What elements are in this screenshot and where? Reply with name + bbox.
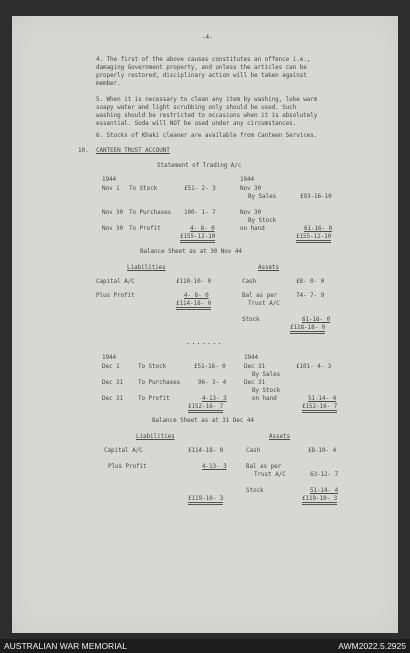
entry-label: By Stock	[248, 217, 277, 224]
paragraph-6: 6. Stocks of Khaki cleaner are available from Canteen Services.	[96, 132, 318, 139]
entry-label: Stock	[242, 316, 260, 323]
entry-amount: 61-16- 0	[302, 316, 331, 323]
text-line: 5. When it is necessary to clean any item by washing, luke warm	[96, 96, 318, 103]
text-line: soapy water and light scrubbing only should be used. Such	[96, 104, 297, 111]
total-amount: £155-12-10	[296, 233, 332, 240]
entry-date: Dec 31	[102, 379, 124, 386]
total-amount: £152-16- 7	[302, 403, 338, 410]
entry-label: Bal as per	[242, 292, 278, 299]
entry-label: Capital A/C	[104, 447, 143, 454]
text-line: 4. The first of the above causes constitutes an offence i.e.,	[96, 56, 311, 63]
entry-label: By Sales	[252, 371, 281, 378]
entry-amount: 74- 7- 9	[296, 292, 325, 299]
record-id: AWM2022.5.2925	[338, 641, 406, 651]
text-line: member.	[96, 80, 121, 87]
entry-label: To Purchases	[138, 379, 181, 386]
assets-heading: Assets	[269, 433, 291, 440]
archive-footer	[0, 639, 410, 653]
entry-amount: 96- 3- 4	[198, 379, 227, 386]
entry-amount: 100- 1- 7	[184, 209, 216, 216]
statement-title: Balance Sheet as at 30 Nov 44	[140, 248, 242, 255]
statement-title: Balance Sheet as at 31 Dec 44	[152, 417, 254, 424]
entry-amount: £114-18- 0	[188, 447, 224, 454]
statement-title: Statement of Trading A/c	[157, 162, 242, 169]
entry-amount: 4- 8- 0	[190, 225, 215, 232]
year-label: 1944	[240, 176, 255, 183]
entry-amount: £51- 2- 3	[184, 185, 216, 192]
entry-label: To Stock	[129, 185, 158, 192]
entry-label: Plus Profit	[96, 292, 135, 299]
institution-name: AUSTRALIAN WAR MEMORIAL	[4, 641, 127, 651]
entry-amount: £8- 0- 0	[296, 278, 325, 285]
total-amount: £119-10- 3	[188, 495, 224, 502]
entry-label: To Purchases	[129, 209, 172, 216]
entry-date: Nov 30	[102, 225, 124, 232]
entry-amount: 51-14- 4	[310, 487, 339, 494]
entry-date: Dec 1	[102, 363, 120, 370]
text-line: washing should be restricted to occasions when it is absolutely	[96, 112, 318, 119]
entry-label: Capital A/C	[96, 278, 135, 285]
liabilities-heading: Liabilities	[136, 433, 175, 440]
entry-label: To Profit	[129, 225, 161, 232]
page-number: -4-	[202, 34, 213, 41]
entry-amount: 4-13- 3	[202, 463, 227, 470]
year-label: 1944	[102, 176, 117, 183]
total-amount: £118-18- 0	[290, 324, 326, 331]
entry-date: Nov 1	[102, 185, 120, 192]
entry-amount: 61-16- 0	[304, 225, 333, 232]
total-amount: £119-10- 3	[302, 495, 338, 502]
entry-date: Nov 30	[102, 209, 124, 216]
entry-label: To Profit	[138, 395, 170, 402]
section-title: CANTEEN TRUST ACCOUNT	[96, 147, 170, 154]
liabilities-heading: Liabilities	[127, 264, 166, 271]
section-number: 10.	[78, 147, 89, 154]
assets-heading: Assets	[258, 264, 280, 271]
entry-label: Stock	[246, 487, 264, 494]
entry-label: Trust A/C	[254, 471, 286, 478]
entry-label: Cash	[246, 447, 261, 454]
entry-amount: 4- 8- 0	[184, 292, 209, 299]
entry-date: Dec 31	[102, 395, 124, 402]
entry-label: on hand	[240, 225, 265, 232]
entry-label: To Stock	[138, 363, 167, 370]
entry-amount: £51-16- 0	[194, 363, 226, 370]
entry-label: By Sales	[248, 193, 277, 200]
text-line: essential. Soda will NOT be used under any circumstances.	[96, 120, 297, 127]
entry-amount: £110-10- 0	[176, 278, 212, 285]
entry-amount: £101- 4- 3	[296, 363, 332, 370]
entry-amount: £8-10- 4	[308, 447, 337, 454]
entry-date: Dec 31	[244, 363, 266, 370]
entry-amount: £93-16-10	[300, 193, 332, 200]
total-amount: £152-16- 7	[188, 403, 224, 410]
separator-dots: .......	[186, 338, 223, 346]
entry-label: Trust A/C	[248, 300, 280, 307]
entry-date: Nov 30	[240, 185, 262, 192]
entry-date: Nov 30	[240, 209, 262, 216]
year-label: 1944	[244, 354, 259, 361]
entry-amount: 4-13- 3	[202, 395, 227, 402]
entry-amount: 51-14- 4	[308, 395, 337, 402]
entry-date: Dec 31	[244, 379, 266, 386]
year-label: 1944	[102, 354, 117, 361]
entry-label: on hand	[252, 395, 277, 402]
text-line: properly restored, disciplinary action will be taken against	[96, 72, 307, 79]
total-amount: £155-12-10	[180, 233, 216, 240]
document-page	[12, 16, 398, 633]
text-line: damaging Government property, and unless the articles can be	[96, 64, 307, 71]
entry-label: By Stock	[252, 387, 281, 394]
entry-amount: 63-12- 7	[310, 471, 339, 478]
entry-label: Plus Profit	[108, 463, 147, 470]
entry-label: Bal as per	[246, 463, 282, 470]
total-amount: £114-18- 0	[176, 300, 212, 307]
entry-label: Cash	[242, 278, 257, 285]
